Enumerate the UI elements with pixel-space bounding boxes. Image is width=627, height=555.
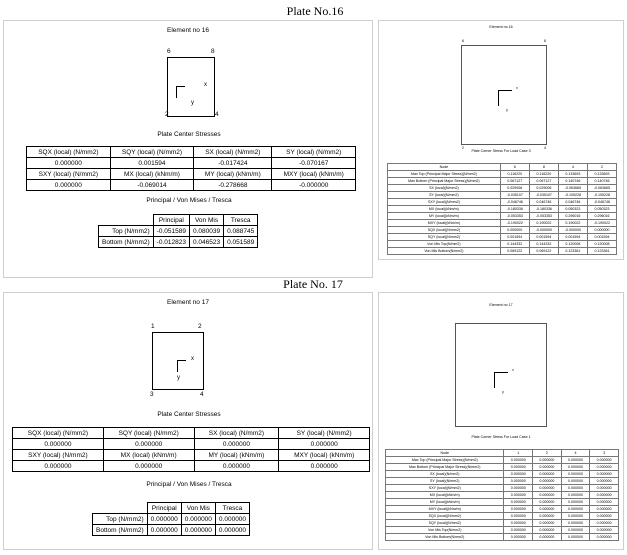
- node-label-bl: 3: [150, 391, 154, 398]
- cell: 0.000000: [561, 478, 590, 485]
- cell: 0.000000: [504, 534, 533, 541]
- local-y-axis: [494, 372, 495, 388]
- node-label-bl: 2: [462, 146, 464, 150]
- element-diagram: [167, 57, 215, 117]
- right-panel-17: [378, 292, 624, 550]
- cell: -0.105228: [587, 192, 616, 199]
- cell: 0.000000: [504, 527, 533, 534]
- cell: MXY (local) (kNm/m): [279, 450, 370, 461]
- cell: 0.000000: [590, 485, 619, 492]
- node-label-tr: 8: [544, 39, 546, 43]
- cell: 0.120008: [587, 241, 616, 248]
- axis-label-y: y: [506, 108, 508, 112]
- cell: 0.000000: [590, 506, 619, 513]
- cell: 0.069122: [529, 248, 558, 255]
- cell: -0.063665: [558, 185, 587, 192]
- cell: 0.000000: [500, 227, 529, 234]
- cell: -0.180336: [500, 206, 529, 213]
- cell: 0.000000: [561, 457, 590, 464]
- cell: 0.116220: [529, 171, 558, 178]
- cell: SQY (local) (N/mm2): [103, 428, 194, 439]
- cell: 0.000000: [533, 520, 562, 527]
- cell: 0.000000: [561, 513, 590, 520]
- cell: 0.088745: [224, 226, 258, 237]
- cell: 0.000000: [13, 439, 104, 450]
- element-diagram: [461, 45, 547, 145]
- cell: 0.000000: [533, 527, 562, 534]
- cell: Max Bottom (Principal Major Stress)(N/mm2): [386, 464, 504, 471]
- cell: 0.029006: [529, 185, 558, 192]
- cell: -0.000000: [272, 180, 356, 191]
- cell: 0.001594: [110, 158, 194, 169]
- cell: SX (local)(N/mm2): [386, 471, 504, 478]
- cell: Max Bottom (Principal Major Stress)(N/mm2): [388, 178, 501, 185]
- axis-label-x: x: [512, 368, 514, 372]
- cell: SQY (local)(N/mm2): [388, 234, 501, 241]
- cell: 0.296016: [587, 213, 616, 220]
- left-panel-16: [3, 20, 373, 278]
- cell: 0.000000: [279, 439, 370, 450]
- cell: 0.001594: [587, 234, 616, 241]
- node-label-tl: 6: [462, 39, 464, 43]
- cell: 2: [533, 450, 562, 457]
- cell: SQY (local) (N/mm2): [110, 147, 194, 158]
- cell: 0.000000: [103, 461, 194, 472]
- cell: [93, 503, 148, 514]
- cell: Tresca: [224, 215, 258, 226]
- local-x-axis: [177, 360, 186, 361]
- cell: 0.123361: [587, 248, 616, 255]
- cell: MX (local)(kNm/m): [386, 492, 504, 499]
- cell: Principal: [153, 215, 189, 226]
- cell: 0.000000: [590, 534, 619, 541]
- local-x-axis: [498, 90, 512, 91]
- cell: SX (local)(N/mm2): [388, 185, 501, 192]
- cell: 0.000000: [587, 227, 616, 234]
- cell: 0.120008: [558, 241, 587, 248]
- cell: 0.000000: [590, 499, 619, 506]
- pvm-table: [98, 214, 258, 248]
- node-label-tl: 1: [151, 323, 155, 330]
- cell: 0.000000: [215, 525, 249, 536]
- cell: 0.000000: [103, 439, 194, 450]
- cell: MY (local) (kNm/m): [194, 169, 272, 180]
- plate-title-16: Plate No.16: [286, 4, 344, 18]
- cell: 0.067127: [529, 178, 558, 185]
- cell: Von Mis: [189, 215, 223, 226]
- pvm-title: Principal / Von Mises / Tresca: [146, 197, 232, 204]
- left-panel-17: [3, 292, 373, 550]
- cell: 0.000000: [561, 492, 590, 499]
- cell: 0.000000: [533, 485, 562, 492]
- cell: MY (local) (kNm/m): [194, 450, 279, 461]
- cell: 0.000000: [590, 464, 619, 471]
- cell: Node: [386, 450, 504, 457]
- local-y-axis: [177, 360, 178, 372]
- cell: 0.000000: [561, 520, 590, 527]
- cell: 0.000000: [181, 525, 215, 536]
- cell: 0.000000: [533, 464, 562, 471]
- axis-label-x: x: [516, 86, 518, 90]
- cell: 0.046746: [529, 199, 558, 206]
- cell: 0.000000: [13, 461, 104, 472]
- cell: Principal: [147, 503, 181, 514]
- axis-label-x: x: [191, 356, 194, 362]
- cell: -0.046746: [500, 199, 529, 206]
- pvm-title: Principal / Von Mises / Tresca: [146, 481, 232, 488]
- cell: 4: [561, 450, 590, 457]
- node-label-tl: 6: [167, 48, 171, 55]
- cell: SQX (local)(N/mm2): [388, 227, 501, 234]
- cell: SQY (local)(N/mm2): [386, 520, 504, 527]
- cell: 0.000000: [504, 464, 533, 471]
- center-stress-title: Plate Center Stresses: [157, 411, 221, 418]
- pvm-table: [92, 502, 250, 536]
- cell: 0.000000: [27, 180, 111, 191]
- node-label-bl: 2: [165, 111, 169, 118]
- cell: MXY (local) (kNm/m): [272, 169, 356, 180]
- node-label-tr: 8: [211, 48, 215, 55]
- cell: 0.296016: [558, 213, 587, 220]
- cell: SXY (local) (N/mm2): [27, 169, 111, 180]
- cell: 0.144332: [500, 241, 529, 248]
- cell: -0.053353: [500, 213, 529, 220]
- cell: 0.000000: [533, 478, 562, 485]
- cell: -0.000000: [529, 227, 558, 234]
- cell: 0.000000: [27, 158, 111, 169]
- axis-label-y: y: [191, 100, 194, 106]
- node-label-tr: 2: [198, 323, 202, 330]
- cell: Top (N/mm2): [93, 514, 148, 525]
- corner-stress-title: Plate Corner Stress For Load Case 3: [471, 149, 531, 153]
- cell: -0.017424: [194, 158, 272, 169]
- cell: 0.069122: [500, 248, 529, 255]
- cell: 0.080039: [189, 226, 223, 237]
- cell: 6: [500, 164, 529, 171]
- cell: -0.012823: [153, 237, 189, 248]
- cell: 0.001594: [558, 234, 587, 241]
- cell: Von Mis: [181, 503, 215, 514]
- cell: 4: [558, 164, 587, 171]
- cell: SY (local)(N/mm2): [388, 192, 501, 199]
- cell: Node: [388, 164, 501, 171]
- cell: 0.140746: [587, 178, 616, 185]
- cell: 0.067127: [500, 178, 529, 185]
- cell: 0.000000: [504, 492, 533, 499]
- cell: SXY (local)(N/mm2): [388, 199, 501, 206]
- cell: -0.000000: [558, 227, 587, 234]
- cell: 0.000000: [194, 461, 279, 472]
- cell: 0.000000: [533, 534, 562, 541]
- cell: 0.000000: [590, 478, 619, 485]
- node-label-br: 4: [215, 111, 219, 118]
- cell: SX (local) (N/mm2): [194, 147, 272, 158]
- cell: 1: [504, 450, 533, 457]
- element-title: Element no 17: [167, 299, 209, 306]
- cell: 0.000000: [504, 513, 533, 520]
- cell: 0.000000: [181, 514, 215, 525]
- cell: SQX (local) (N/mm2): [13, 428, 104, 439]
- cell: 0.000000: [194, 439, 279, 450]
- cell: 0.000000: [533, 513, 562, 520]
- cell: 0.000000: [147, 525, 181, 536]
- cell: -0.063665: [587, 185, 616, 192]
- cell: 0.046523: [189, 237, 223, 248]
- cell: SY (local) (N/mm2): [279, 428, 370, 439]
- cell: 0.000000: [215, 514, 249, 525]
- axis-label-x: x: [204, 82, 207, 88]
- cell: 0.000000: [533, 506, 562, 513]
- cell: SXY (local) (N/mm2): [13, 450, 104, 461]
- axis-label-y: y: [177, 375, 180, 381]
- cell: 0.000000: [279, 461, 370, 472]
- cell: MX (local)(kNm/m): [388, 206, 501, 213]
- element-diagram: [455, 323, 547, 427]
- cell: 0.190022: [529, 220, 558, 227]
- cell: Von Mis Top(N/mm2): [388, 241, 501, 248]
- cell: 0.000000: [504, 457, 533, 464]
- cell: 0.000000: [590, 527, 619, 534]
- cell: MXY (local)(kNm/m): [388, 220, 501, 227]
- element-title: Element no 17: [489, 303, 513, 307]
- cell: 0.046746: [558, 199, 587, 206]
- element-title: Element no 16: [489, 25, 513, 29]
- cell: 0.000000: [561, 534, 590, 541]
- cell: Bottom (N/mm2): [93, 525, 148, 536]
- cell: MX (local) (kNm/m): [103, 450, 194, 461]
- cell: 0.133693: [558, 171, 587, 178]
- cell: 0.000000: [561, 506, 590, 513]
- cell: 2: [587, 164, 616, 171]
- local-x-axis: [176, 86, 185, 87]
- cell: -0.070167: [272, 158, 356, 169]
- cell: SQX (local)(N/mm2): [386, 513, 504, 520]
- cell: MY (local)(kNm/m): [388, 213, 501, 220]
- cell: 3: [590, 450, 619, 457]
- cell: 0.000000: [504, 506, 533, 513]
- cell: 0.000000: [561, 527, 590, 534]
- cell: 0.000000: [504, 499, 533, 506]
- cell: -0.035107: [500, 192, 529, 199]
- cell: MXY (local)(kNm/m): [386, 506, 504, 513]
- cell: 0.050323: [558, 206, 587, 213]
- cell: 0.001594: [529, 234, 558, 241]
- cell: SXY (local)(N/mm2): [386, 485, 504, 492]
- corner-stress-title: Plate Corner Stress For Load Case 1: [471, 435, 531, 439]
- cell: 0.000000: [504, 471, 533, 478]
- center-stress-table: [26, 146, 356, 191]
- cell: [99, 215, 154, 226]
- node-label-br: 4: [200, 391, 204, 398]
- cell: 0.050323: [587, 206, 616, 213]
- cell: 0.123361: [558, 248, 587, 255]
- corner-stress-table: [387, 163, 617, 255]
- cell: 0.000000: [533, 492, 562, 499]
- cell: 0.116220: [500, 171, 529, 178]
- cell: -0.278668: [194, 180, 272, 191]
- cell: 0.000000: [533, 457, 562, 464]
- cell: -0.051589: [153, 226, 189, 237]
- cell: Von Mis Top(N/mm2): [386, 527, 504, 534]
- cell: Von Mis Bottom(N/mm2): [386, 534, 504, 541]
- node-label-br: 4: [544, 146, 546, 150]
- corner-stress-table: [385, 449, 619, 541]
- cell: 0.000000: [561, 485, 590, 492]
- cell: 0.000000: [590, 520, 619, 527]
- cell: 0.000000: [504, 485, 533, 492]
- local-y-axis: [176, 86, 177, 98]
- cell: 8: [529, 164, 558, 171]
- center-stress-table: [12, 427, 370, 472]
- cell: 0.000000: [561, 471, 590, 478]
- cell: 0.133693: [587, 171, 616, 178]
- cell: 0.000000: [504, 478, 533, 485]
- cell: 0.000000: [533, 499, 562, 506]
- cell: 0.000000: [504, 520, 533, 527]
- cell: 0.000000: [561, 499, 590, 506]
- cell: 0.000000: [590, 471, 619, 478]
- cell: -0.190022: [587, 220, 616, 227]
- cell: 0.140746: [558, 178, 587, 185]
- cell: 0.000000: [147, 514, 181, 525]
- cell: MX (local) (kNm/m): [110, 169, 194, 180]
- cell: 0.029006: [500, 185, 529, 192]
- cell: 0.190022: [558, 220, 587, 227]
- local-x-axis: [494, 372, 508, 373]
- cell: Bottom (N/mm2): [99, 237, 154, 248]
- cell: -0.053353: [529, 213, 558, 220]
- cell: SY (local) (N/mm2): [272, 147, 356, 158]
- cell: 0.001594: [500, 234, 529, 241]
- cell: SX (local) (N/mm2): [194, 428, 279, 439]
- cell: 0.000000: [533, 471, 562, 478]
- right-panel-16: [378, 20, 624, 260]
- cell: Top (N/mm2): [99, 226, 154, 237]
- element-title: Element no 16: [167, 27, 209, 34]
- cell: 0.000000: [590, 457, 619, 464]
- cell: Max Top (Principal Major Stress)(N/mm2): [386, 457, 504, 464]
- cell: -0.190022: [500, 220, 529, 227]
- cell: SY (local)(N/mm2): [386, 478, 504, 485]
- cell: -0.105228: [558, 192, 587, 199]
- cell: -0.069014: [110, 180, 194, 191]
- cell: 0.000000: [561, 464, 590, 471]
- plate-title-17: Plate No. 17: [283, 277, 343, 291]
- cell: 0.000000: [590, 492, 619, 499]
- cell: 0.144332: [529, 241, 558, 248]
- center-stress-title: Plate Center Stresses: [157, 131, 221, 138]
- cell: Max Top (Principal Major Stress)(N/mm2): [388, 171, 501, 178]
- cell: Tresca: [215, 503, 249, 514]
- cell: -0.035107: [529, 192, 558, 199]
- axis-label-y: y: [502, 390, 504, 394]
- local-y-axis: [498, 90, 499, 106]
- cell: 0.051589: [224, 237, 258, 248]
- cell: Von Mis Bottom(N/mm2): [388, 248, 501, 255]
- cell: 0.000000: [590, 513, 619, 520]
- cell: -0.046746: [587, 199, 616, 206]
- cell: -0.180336: [529, 206, 558, 213]
- element-diagram: [152, 332, 204, 390]
- cell: MY (local)(kNm/m): [386, 499, 504, 506]
- cell: SQX (local) (N/mm2): [27, 147, 111, 158]
